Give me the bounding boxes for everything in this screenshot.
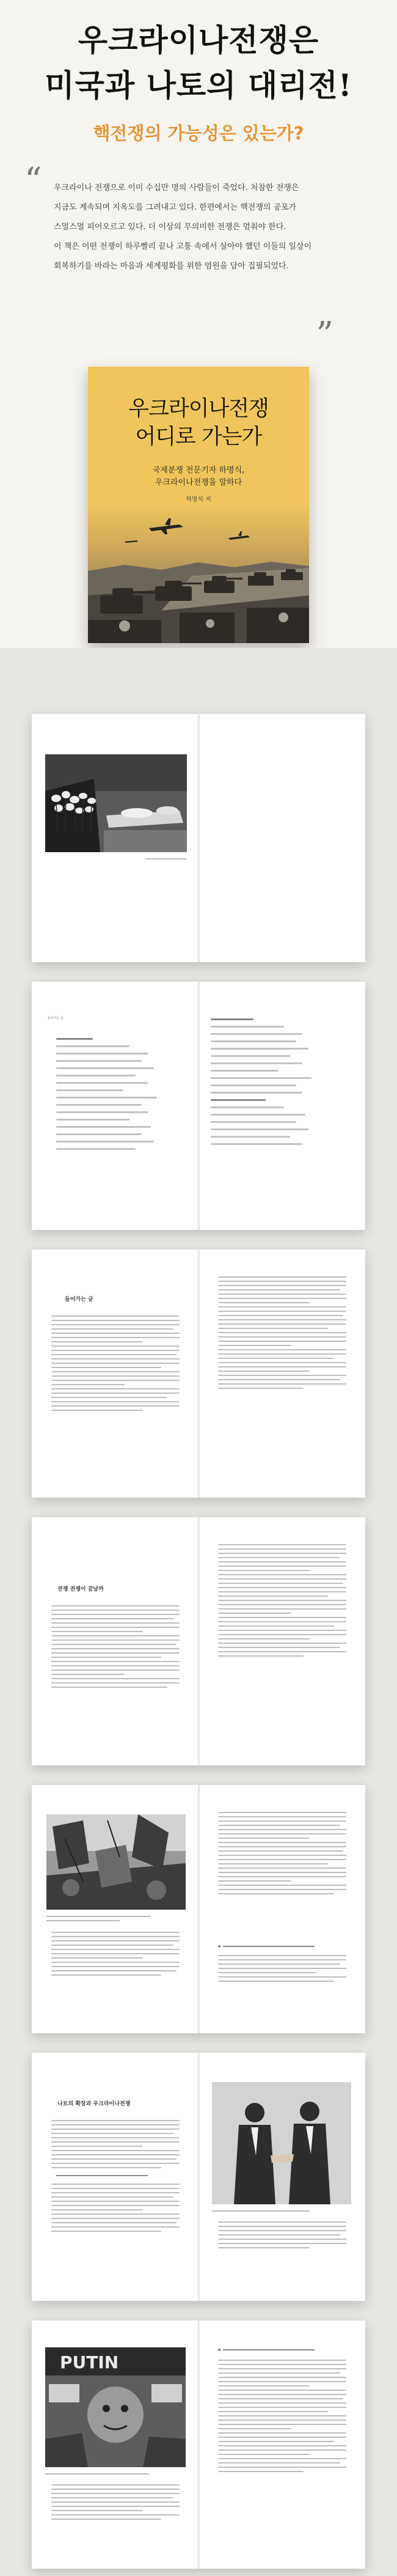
book-page-right: [198, 1785, 365, 2033]
review-quote: [54, 178, 344, 276]
headline-line-2: 미국과 나토의 대리전!: [45, 67, 352, 103]
photo-caption: [145, 858, 187, 859]
book-page-left: [32, 1785, 198, 2033]
bullet-icon: [218, 2349, 220, 2351]
chapter-title: 들어가는 글: [65, 1297, 93, 1303]
book-page-left: [32, 2320, 198, 2569]
toc-list: [211, 1018, 311, 1145]
body-text: [218, 1955, 346, 1982]
book-spread: [32, 714, 365, 962]
book-page-right: [198, 1249, 365, 1498]
body-text: [218, 2360, 346, 2472]
cover-subtitle: [88, 465, 309, 489]
subheading: [56, 2175, 148, 2176]
leaders-handshake-photo: [212, 2082, 351, 2204]
subheadline: 핵전쟁의 가능성은 있는가?: [93, 123, 304, 144]
close-quote-icon: ”: [316, 315, 333, 355]
tanks-on-road-photo: [88, 504, 309, 643]
toc-list: [56, 1038, 157, 1150]
cover-title: [88, 395, 309, 451]
cover-subtitle-line: 국제분쟁 전문기자 하명식,: [152, 466, 245, 475]
book-page-right: [198, 982, 365, 1230]
body-text: [218, 2221, 346, 2248]
photo-caption: [212, 2210, 310, 2212]
review-line: 지금도 계속되며 지옥도를 그려내고 있다. 한편에서는 핵전쟁의 공포가: [54, 203, 297, 212]
bullet-icon: [218, 1945, 220, 1948]
body-text: [51, 1932, 180, 1976]
subheading: [223, 1946, 315, 1947]
book-page-left: [32, 1249, 198, 1498]
protest-poster-photo: [45, 2347, 186, 2467]
book-spread: [32, 1517, 365, 1765]
book-page-left: [32, 714, 198, 962]
book-page-right: [198, 2053, 365, 2301]
body-text: [218, 1276, 346, 1389]
cover-subtitle-line: 우크라이나전쟁을 말하다: [155, 478, 242, 487]
hero-section: [0, 0, 397, 648]
review-line: 회복하기를 바라는 마음과 세계평화를 위한 염원을 담아 집필되었다.: [54, 262, 289, 271]
book-spread: [32, 982, 365, 1230]
war-destruction-photo: [46, 1814, 186, 1910]
body-text: [51, 2120, 180, 2168]
photo-caption: [46, 1920, 120, 1921]
book-page-left: [32, 1517, 198, 1765]
book-spread: [32, 2053, 365, 2301]
book-page-right: [198, 1517, 365, 1765]
toc-label: 들어가는 글: [48, 1017, 64, 1020]
headline-line-1: 우크라이나전쟁은: [78, 22, 319, 58]
cover-author: 하명식 지: [186, 496, 211, 503]
book-cover: [88, 367, 309, 643]
book-preview-section: [0, 648, 397, 2576]
body-text: [51, 1605, 180, 1688]
review-line: 우크라이나 전쟁으로 이미 수십만 명의 사람들이 죽었다. 처참한 전쟁은: [54, 183, 299, 193]
review-line: 스멀스멀 피어오르고 있다. 더 이상의 무의미한 전쟁은 멈춰야 한다.: [54, 223, 286, 232]
cover-title-line: 어디로 가는가: [135, 425, 262, 449]
body-text: [51, 2184, 180, 2232]
review-line: 이 책은 어떤 전쟁이 하루빨리 끝나 고통 속에서 살아야 했던 이들의 일상이: [54, 242, 312, 251]
photo-caption: [46, 1916, 150, 1917]
book-spread: [32, 2320, 365, 2569]
subheading: [223, 2349, 315, 2350]
photo-caption: [45, 2473, 149, 2475]
book-page-right: [198, 2320, 365, 2569]
body-text: [218, 1812, 346, 1894]
flowers-and-coffin-photo: [45, 754, 187, 852]
book-spread: [32, 1785, 365, 2033]
chapter-title: 나토의 확장과 우크라이나전쟁: [57, 2101, 131, 2107]
open-quote-icon: “: [24, 161, 42, 201]
book-page-right: [198, 714, 365, 962]
body-text: [51, 2484, 180, 2520]
cover-title-line: 우크라이나전쟁: [128, 397, 269, 421]
svg-text:PUTIN: PUTIN: [60, 2352, 119, 2372]
book-spread: [32, 1249, 365, 1498]
chapter-title: 전쟁 전쟁이 끝날까: [57, 1586, 104, 1592]
book-page-left: [32, 2053, 198, 2301]
body-text: [218, 1544, 346, 1657]
body-text: [51, 1316, 180, 1411]
book-page-left: [32, 982, 198, 1230]
